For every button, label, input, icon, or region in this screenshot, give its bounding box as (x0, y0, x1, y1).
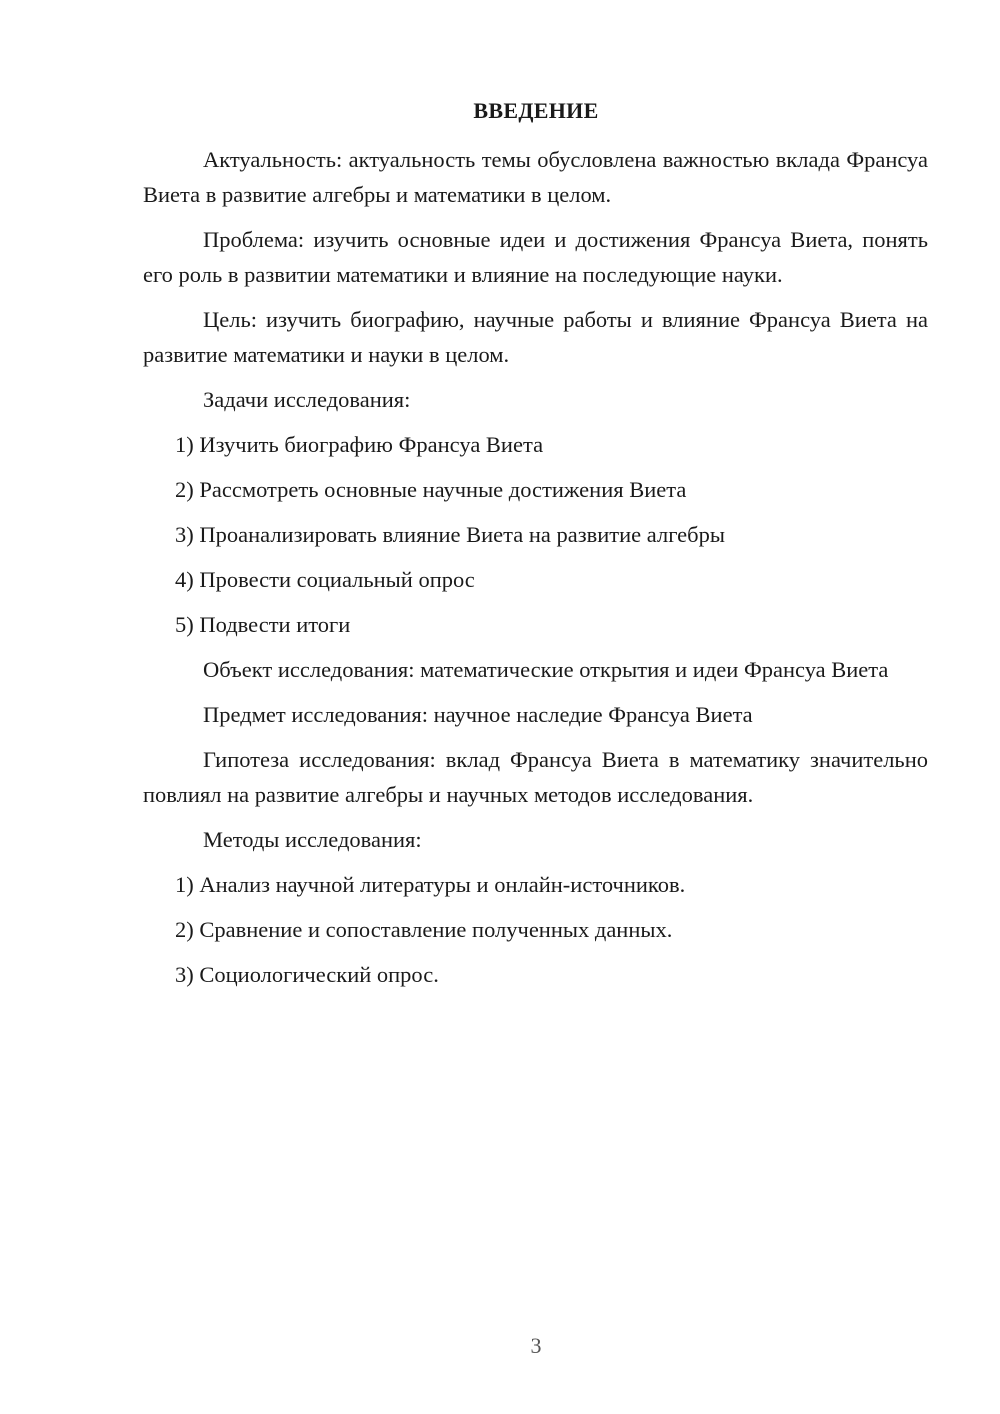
task-item: 2) Рассмотреть основные научные достижения Виета (175, 477, 687, 502)
task-item: 1) Изучить биографию Франсуа Виета (175, 432, 544, 457)
goal-paragraph: Цель: изучить биографию, научные работы и влияние Франсуа Виета на развитие математики и науки в целом. (143, 307, 928, 367)
problem-paragraph: Проблема: изучить основные идеи и достижения Франсуа Виета, понять его роль в развитии математики и влияние на последующие науки. (143, 227, 928, 287)
hypothesis-paragraph: Гипотеза исследования: вклад Франсуа Виета в математику значительно повлиял на развитие алгебры и научных методов исследования. (143, 747, 928, 807)
object-paragraph: Объект исследования: математические открытия и идеи Франсуа Виета (203, 657, 889, 682)
page-number: 3 (530, 1333, 542, 1358)
method-item: 2) Сравнение и сопоставление полученных данных. (175, 917, 673, 942)
tasks-heading: Задачи исследования: (203, 387, 411, 412)
document-body (143, 142, 928, 1002)
subject-paragraph: Предмет исследования: научное наследие Франсуа Виета (203, 702, 753, 727)
task-item: 5) Подвести итоги (175, 612, 351, 637)
methods-heading: Методы исследования: (203, 827, 422, 852)
page-title: ВВЕДЕНИЕ (473, 98, 599, 123)
task-item: 4) Провести социальный опрос (175, 567, 475, 592)
relevance-paragraph: Актуальность: актуальность темы обусловлена важностью вклада Франсуа Виета в развитие алгебры и математики в целом. (143, 147, 928, 207)
task-item: 3) Проанализировать влияние Виета на развитие алгебры (175, 522, 725, 547)
method-item: 1) Анализ научной литературы и онлайн-источников. (175, 872, 686, 897)
method-item: 3) Социологический опрос. (175, 962, 439, 987)
